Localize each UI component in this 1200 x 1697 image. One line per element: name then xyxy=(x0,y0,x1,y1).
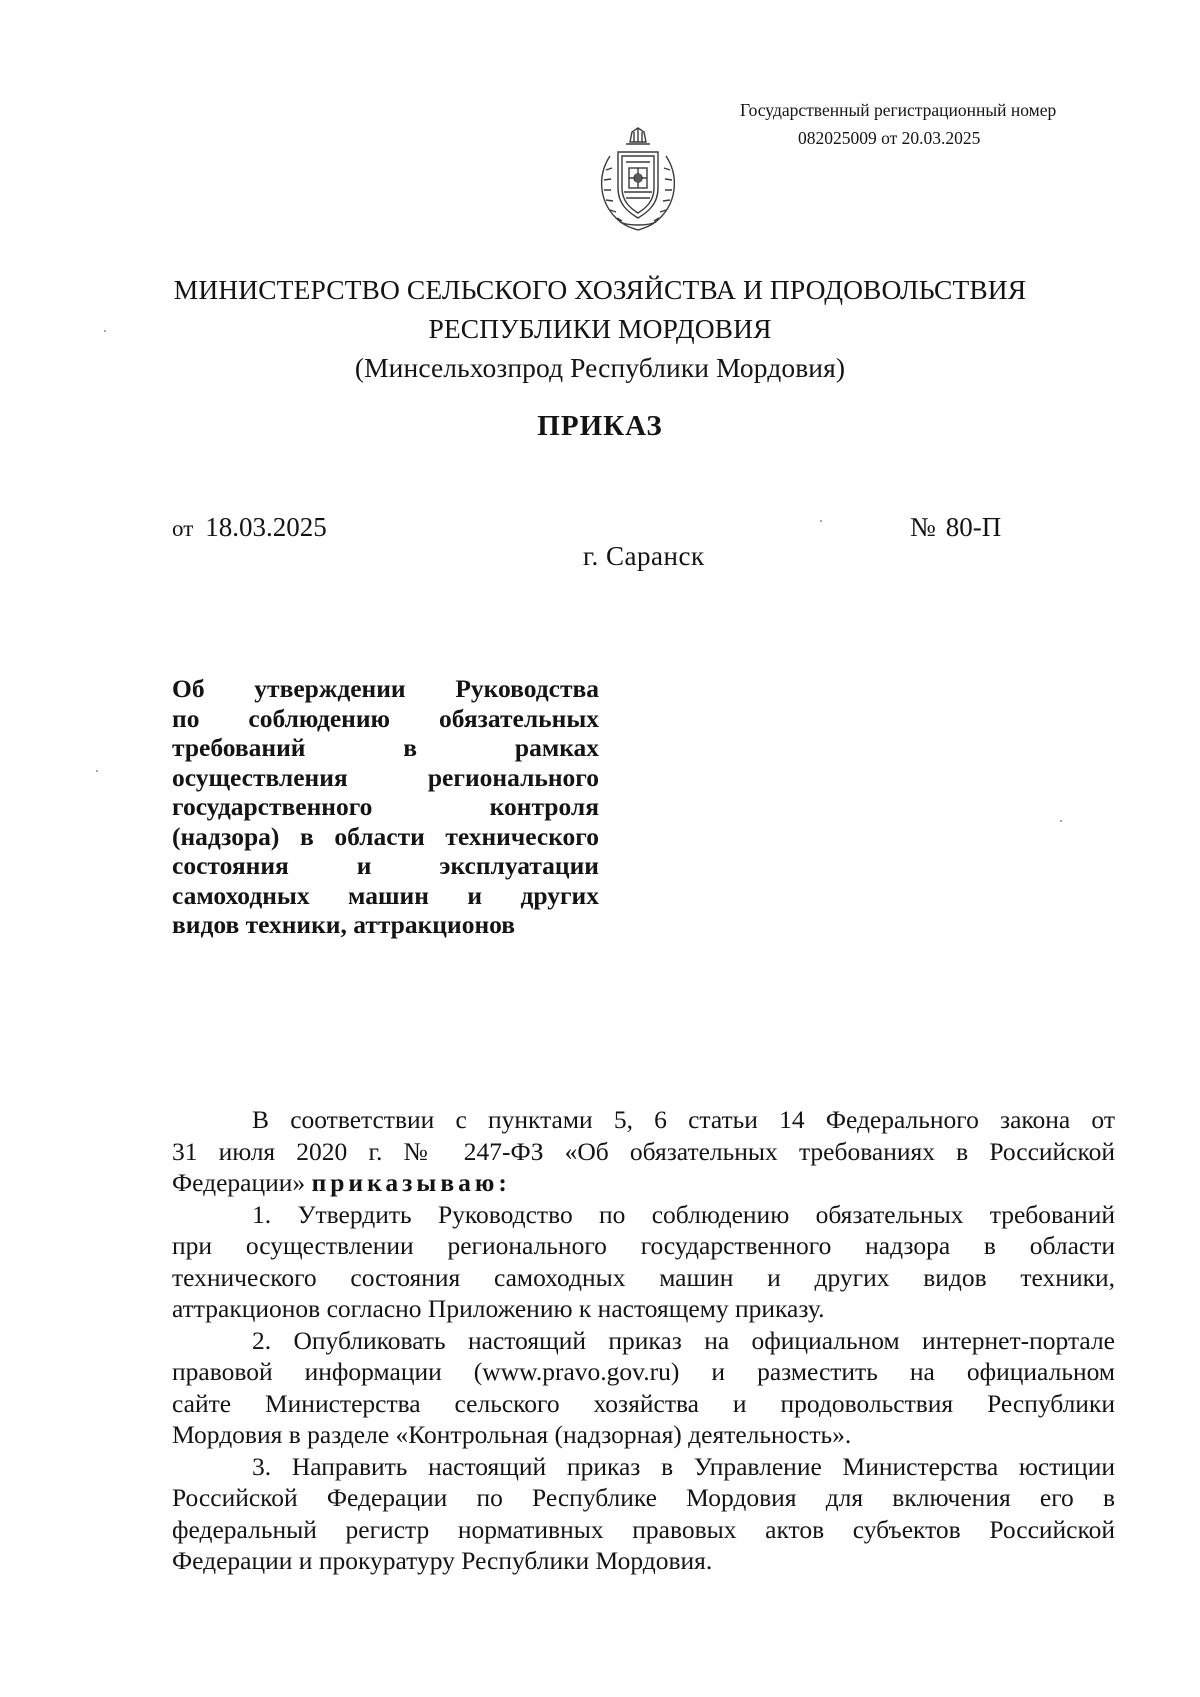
item-3-paragraph xyxy=(172,1451,1115,1577)
subject-line: по соблюдению обязательных xyxy=(172,703,599,733)
order-number xyxy=(910,512,1001,543)
scan-speck xyxy=(104,330,106,332)
order-verb: приказываю: xyxy=(311,1168,511,1197)
registration-stamp xyxy=(740,96,1160,152)
scan-speck xyxy=(1060,820,1062,822)
paragraph-line: технического состояния самоходных машин и других видов техники, xyxy=(172,1262,1115,1292)
paragraph-line: Федерации и прокуратуру Республики Мордовия. xyxy=(172,1546,713,1575)
coat-of-arms-icon xyxy=(590,126,686,234)
paragraph-line: 31 июля 2020 г. № 247-ФЗ «Об обязательных требованиях в Российской xyxy=(172,1136,1115,1166)
order-date-prefix: от xyxy=(172,516,194,541)
scan-speck xyxy=(96,770,98,772)
paragraph-line xyxy=(172,1167,1115,1199)
paragraph-line: сайте Министерства сельского хозяйства и продовольствия Республики xyxy=(172,1388,1115,1418)
intro-paragraph xyxy=(172,1104,1115,1199)
subject-line: Об утверждении Руководства xyxy=(172,674,599,703)
order-date xyxy=(172,512,327,543)
subject-line: состояния и эксплуатации xyxy=(172,851,599,880)
subject-line: государственного контроля xyxy=(172,792,599,821)
order-city: г. Саранск xyxy=(583,541,705,571)
paragraph-line: аттракционов согласно Приложению к настоящему приказу. xyxy=(172,1294,825,1323)
scan-speck xyxy=(820,520,822,522)
paragraph-line: 2. Опубликовать настоящий приказ на официальном интернет-портале xyxy=(252,1325,1115,1355)
ministry-name-line-2: РЕСПУБЛИКИ МОРДОВИЯ xyxy=(428,313,772,344)
paragraph-line: 3. Направить настоящий приказ в Управление Министерства юстиции xyxy=(252,1451,1115,1481)
registration-line-2: 082025009 от 20.03.2025 xyxy=(798,128,981,148)
order-body xyxy=(172,1104,1115,1577)
subject-line: (надзора) в области технического xyxy=(172,821,599,851)
document-title: ПРИКАЗ xyxy=(537,410,663,442)
ministry-name-line-1: МИНИСТЕРСТВО СЕЛЬСКОГО ХОЗЯЙСТВА И ПРОДОВОЛЬСТВИЯ xyxy=(173,274,1027,305)
paragraph-line: Мордовия в разделе «Контрольная (надзорная) деятельность». xyxy=(172,1420,852,1449)
subject-line: осуществления регионального xyxy=(172,762,599,792)
subject-line: видов техники, аттракционов xyxy=(172,910,516,939)
registration-line-1: Государственный регистрационный номер xyxy=(740,100,1057,120)
paragraph-line: 1. Утвердить Руководство по соблюдению обязательных требований xyxy=(252,1199,1115,1229)
order-number-sign: № xyxy=(910,512,936,542)
paragraph-line: правовой информации (www.pravo.gov.ru) и разместить на официальном xyxy=(172,1357,1115,1386)
subject-line: требований в рамках xyxy=(172,733,599,762)
paragraph-line: при осуществлении регионального государственного надзора в области xyxy=(172,1231,1115,1260)
paragraph-line: федеральный регистр нормативных правовых актов субъектов Российской xyxy=(172,1514,1115,1544)
intro-last-text: Федерации» xyxy=(172,1168,306,1197)
item-1-paragraph xyxy=(172,1199,1115,1325)
ministry-short-name: (Минсельхозпрод Республики Мордовия) xyxy=(354,352,846,383)
item-2-paragraph xyxy=(172,1325,1115,1451)
order-number-value: 80-П xyxy=(945,512,1002,542)
paragraph-line: Российской Федерации по Республике Мордовия для включения его в xyxy=(172,1483,1115,1512)
paragraph-line: В соответствии с пунктами 5, 6 статьи 14 Федерального закона от xyxy=(252,1105,1115,1134)
ministry-header xyxy=(0,270,1200,387)
order-date-value: 18.03.2025 xyxy=(205,512,327,542)
subject-line: самоходных машин и других xyxy=(172,880,599,910)
order-subject xyxy=(172,674,599,940)
